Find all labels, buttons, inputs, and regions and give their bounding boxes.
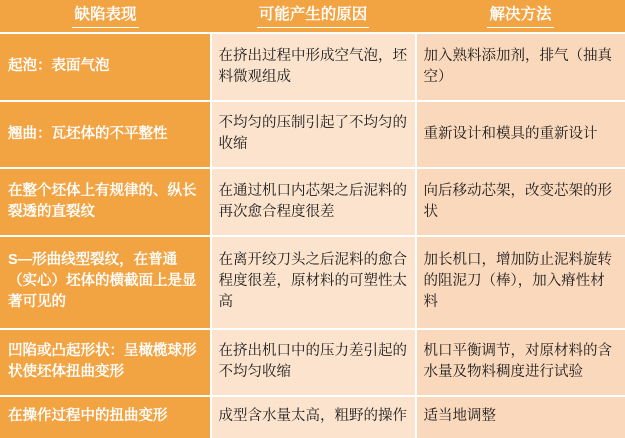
cell-solution: 加入熟料添加剂，排气（抽真空） — [416, 33, 625, 100]
cell-cause: 在通过机口内芯架之后泥料的再次愈合程度很差 — [211, 168, 416, 235]
cell-defect: 翘曲：瓦坯体的不平整性 — [1, 101, 211, 168]
table-row — [1, 168, 625, 235]
cell-solution: 向后移动芯架，改变芯架的形状 — [416, 168, 625, 235]
table-row — [1, 33, 625, 100]
table-row — [1, 236, 625, 329]
column-header-defect — [1, 1, 211, 34]
cell-cause: 不均匀的压制引起了不均匀的收缩 — [211, 101, 416, 168]
cell-solution: 重新设计和模具的重新设计 — [416, 101, 625, 168]
column-header-cause — [211, 1, 416, 34]
table-body — [1, 33, 625, 437]
cell-cause: 在挤出过程中形成空气泡，坯料微观组成 — [211, 33, 416, 100]
table-row — [1, 396, 625, 437]
table-row — [1, 101, 625, 168]
cell-cause: 成型含水量太高，粗野的操作 — [211, 396, 416, 437]
column-header-defect-label: 缺陷表现 — [72, 4, 138, 28]
cell-defect: S—形曲线型裂纹，在普通（实心）坯体的横截面上是显著可见的 — [1, 236, 211, 329]
cell-defect: 凹陷或凸起形状：呈橄榄球形状使坯体扭曲变形 — [1, 329, 211, 396]
table-row — [1, 329, 625, 396]
cell-defect: 在操作过程中的扭曲变形 — [1, 396, 211, 437]
cell-solution: 加长机口，增加防止泥料旋转的阻泥刀（棒），加入瘠性材料 — [416, 236, 625, 329]
column-header-solution-label: 解决方法 — [487, 4, 553, 28]
cell-defect: 起泡：表面气泡 — [1, 33, 211, 100]
cell-cause: 在挤出机口中的压力差引起的不均匀收缩 — [211, 329, 416, 396]
table-header — [1, 1, 625, 34]
cell-solution: 机口平衡调节，对原材料的含水量及物料稠度进行试验 — [416, 329, 625, 396]
table-header-row — [1, 1, 625, 34]
column-header-solution — [416, 1, 625, 34]
column-header-cause-label: 可能产生的原因 — [257, 4, 370, 28]
cell-defect: 在整个坯体上有规律的、纵长裂透的直裂纹 — [1, 168, 211, 235]
cell-cause: 在离开绞刀头之后泥料的愈合程度很差，原材料的可塑性太高 — [211, 236, 416, 329]
cell-solution: 适当地调整 — [416, 396, 625, 437]
